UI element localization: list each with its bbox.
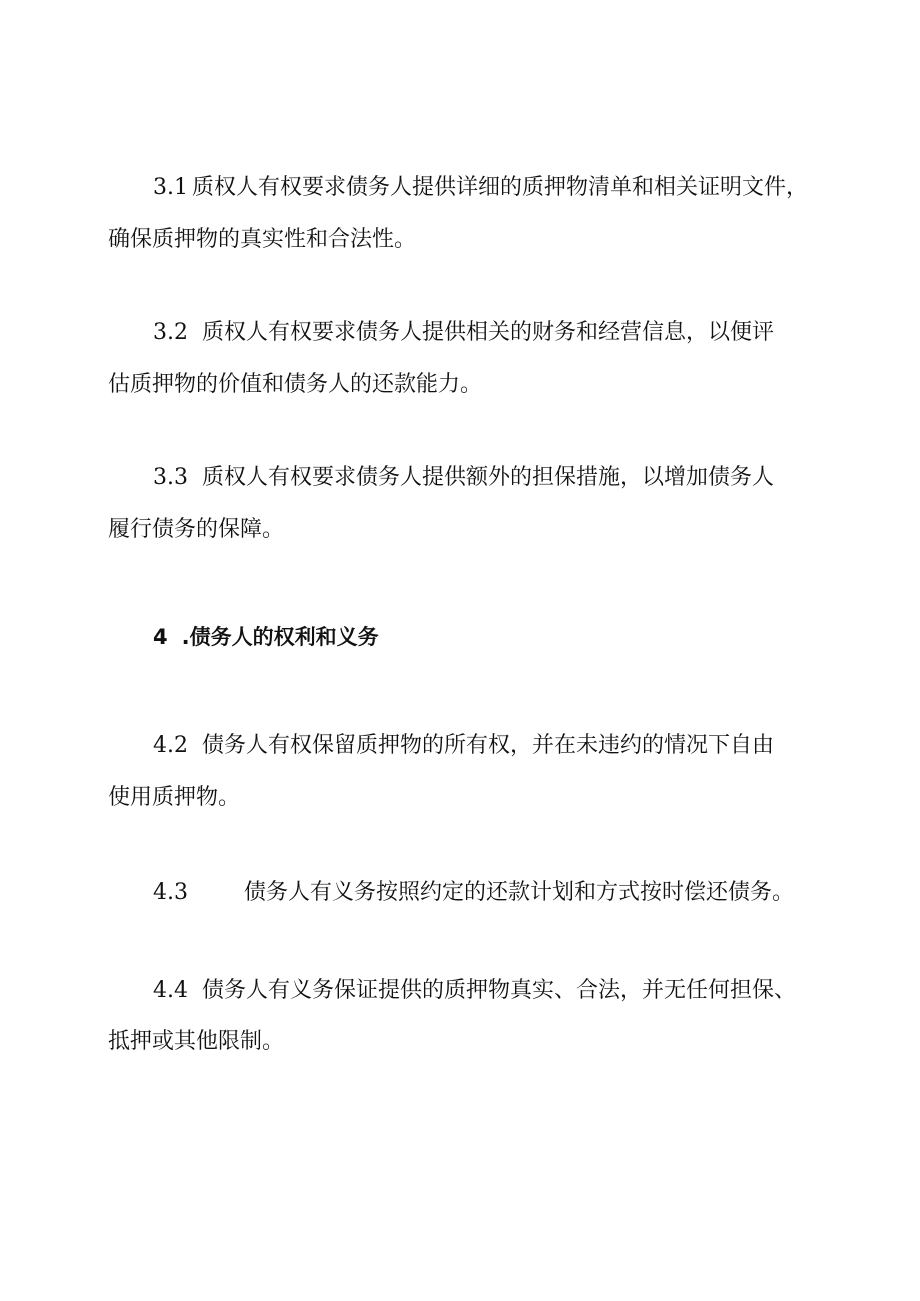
clause-4-4-line-1 [153,976,796,1006]
clause-3-3-line-1 [153,463,774,493]
clause-number: 4.4 [153,978,188,1003]
clause-4-3-line-1 [153,878,794,908]
section-heading [153,622,379,652]
clause-3-3-line-2: 履行债务的保障。 [108,517,285,542]
clause-4-2-line-2: 使用质押物。 [108,785,241,810]
clause-4-2-line-1 [153,731,774,761]
clause-text: 债务人有权保留质押物的所有权，并在未违约的情况下自由 [202,733,775,758]
clause-3-2-line-1 [153,318,774,348]
clause-text: 债务人有义务按照约定的还款计划和方式按时偿还债务。 [244,880,795,905]
clause-number: 4.2 [153,733,188,758]
clause-number: 3.2 [153,320,188,345]
heading-text: .债务人的权利和义务 [181,625,379,649]
clause-text: 质权人有权要求债务人提供详细的质押物清单和相关证明文件， [192,175,809,200]
clause-number: 4.3 [153,880,188,905]
clause-text: 质权人有权要求债务人提供相关的财务和经营信息，以便评 [202,320,775,345]
clause-4-4-line-2: 抵押或其他限制。 [108,1029,285,1054]
clause-3-1-line-1 [153,173,808,203]
clause-3-2-line-2: 估质押物的价值和债务人的还款能力。 [108,372,483,397]
clause-text: 债务人有义务保证提供的质押物真实、合法，并无任何担保、 [202,978,797,1003]
clause-3-1-line-2: 确保质押物的真实性和合法性。 [108,227,417,252]
clause-number: 3.1 [153,175,188,200]
heading-number: 4 [153,625,168,649]
clause-number: 3.3 [153,465,188,490]
clause-text: 质权人有权要求债务人提供额外的担保措施，以增加债务人 [202,465,775,490]
